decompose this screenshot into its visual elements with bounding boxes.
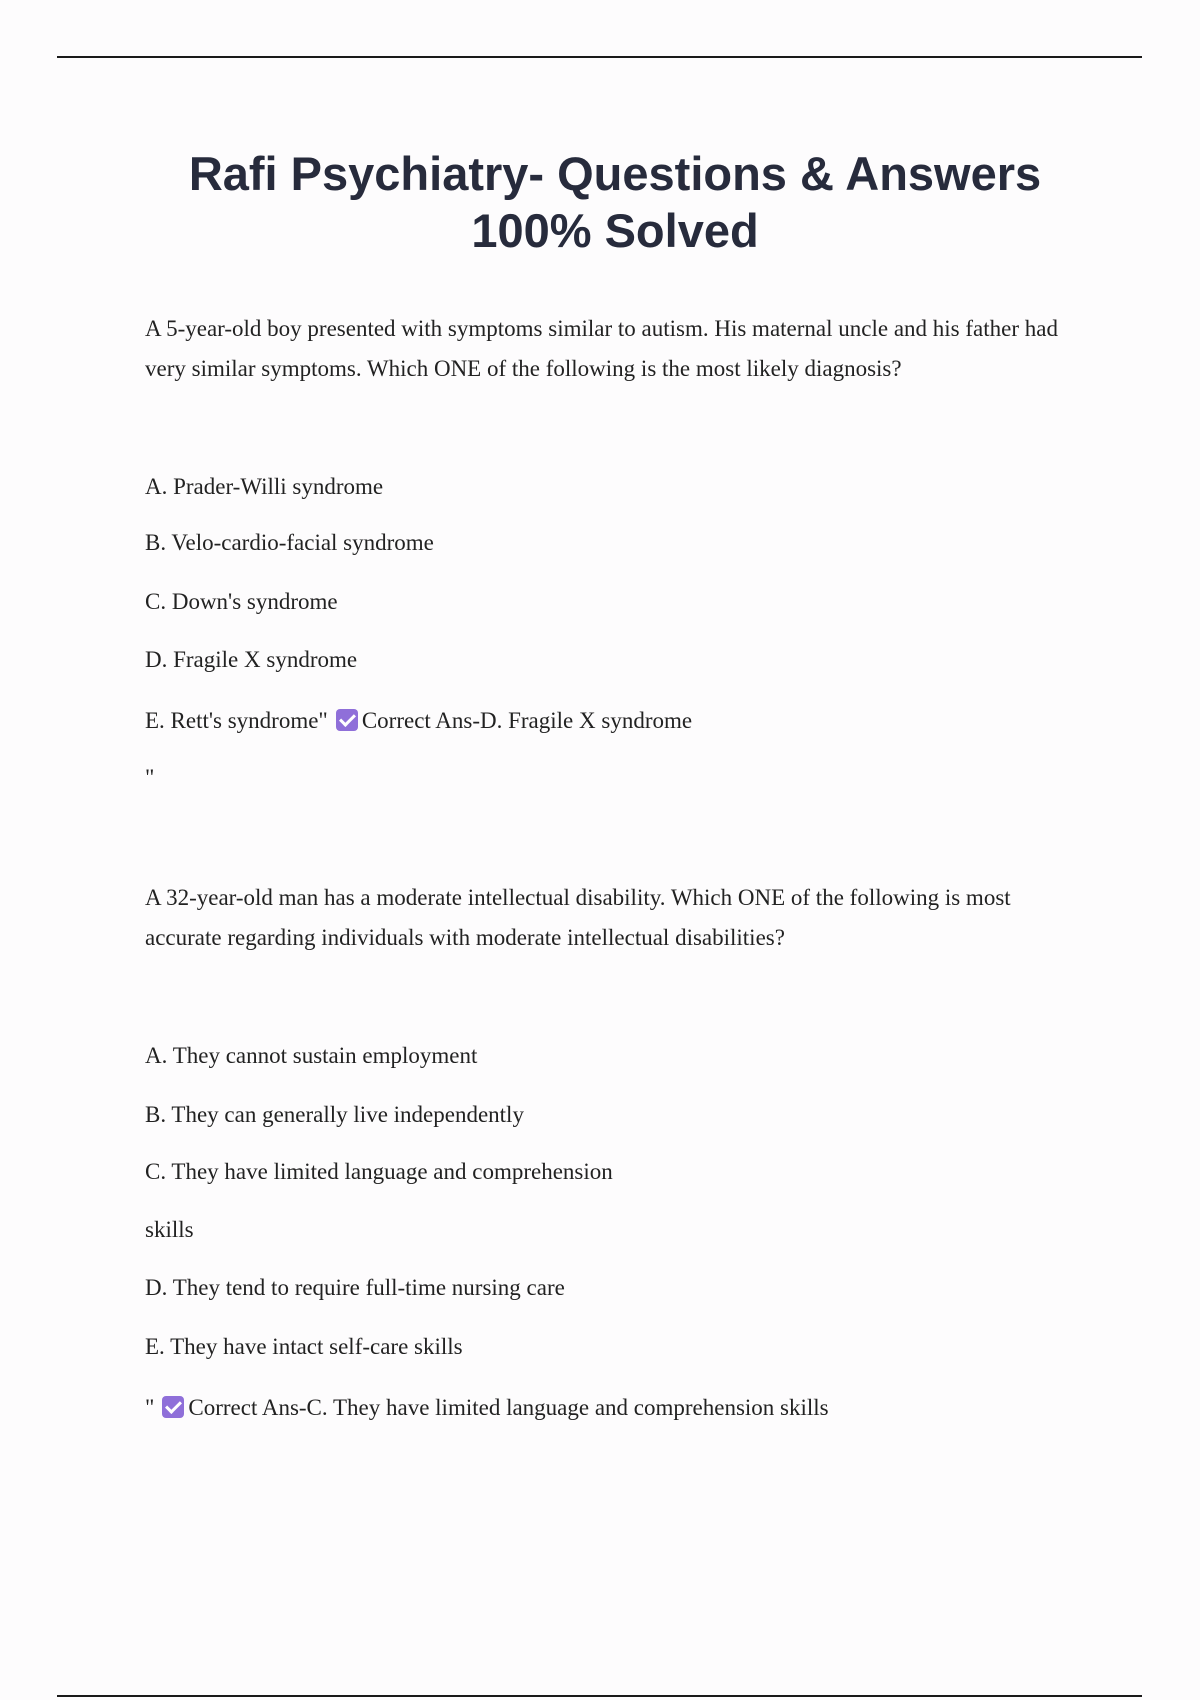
- q2-option-e: E. They have intact self-care skills: [145, 1334, 463, 1359]
- checkbox-checked-icon: [162, 1396, 184, 1418]
- q1-correct-answer: Correct Ans-D. Fragile X syndrome: [361, 708, 693, 733]
- question-1-stem: A 5-year-old boy presented with symptoms similar to autism. His maternal uncle and his father had very similar symptoms. Which ONE of the following is the most likely diagnosis?: [145, 316, 1058, 381]
- q1-option-c: C. Down's syndrome: [145, 589, 338, 614]
- q1-closing-quote: ": [145, 765, 155, 790]
- q2-option-a: A. They cannot sustain employment: [145, 1043, 478, 1068]
- title-line-1: Rafi Psychiatry- Questions & Answers: [188, 147, 1042, 200]
- q2-option-c-continued: skills: [145, 1217, 194, 1242]
- q2-correct-answer: Correct Ans-C. They have limited language and comprehension skills: [188, 1395, 829, 1420]
- checkbox-checked-icon: [336, 709, 358, 731]
- q1-option-e: E. Rett's syndrome": [145, 708, 328, 733]
- q2-answer-line: [145, 1388, 829, 1428]
- q1-option-e-answer-line: [145, 701, 692, 741]
- q1-option-d: D. Fragile X syndrome: [145, 647, 358, 672]
- q1-option-a: A. Prader-Willi syndrome: [145, 474, 384, 499]
- q2-option-c: C. They have limited language and comprehension: [145, 1159, 613, 1184]
- q2-option-b: B. They can generally live independently: [145, 1102, 524, 1127]
- q2-option-d: D. They tend to require full-time nursing care: [145, 1275, 565, 1300]
- title-line-2: 100% Solved: [471, 204, 759, 257]
- q1-option-b: B. Velo-cardio-facial syndrome: [145, 530, 434, 555]
- q2-answer-prefix: ": [145, 1395, 155, 1420]
- bottom-rule: [57, 1695, 1142, 1697]
- question-2-stem: A 32-year-old man has a moderate intellectual disability. Which ONE of the following is most accurate regarding individuals with moderate intellectual disabilities?: [145, 885, 1011, 950]
- top-rule: [57, 56, 1142, 58]
- document-title: [100, 145, 1130, 259]
